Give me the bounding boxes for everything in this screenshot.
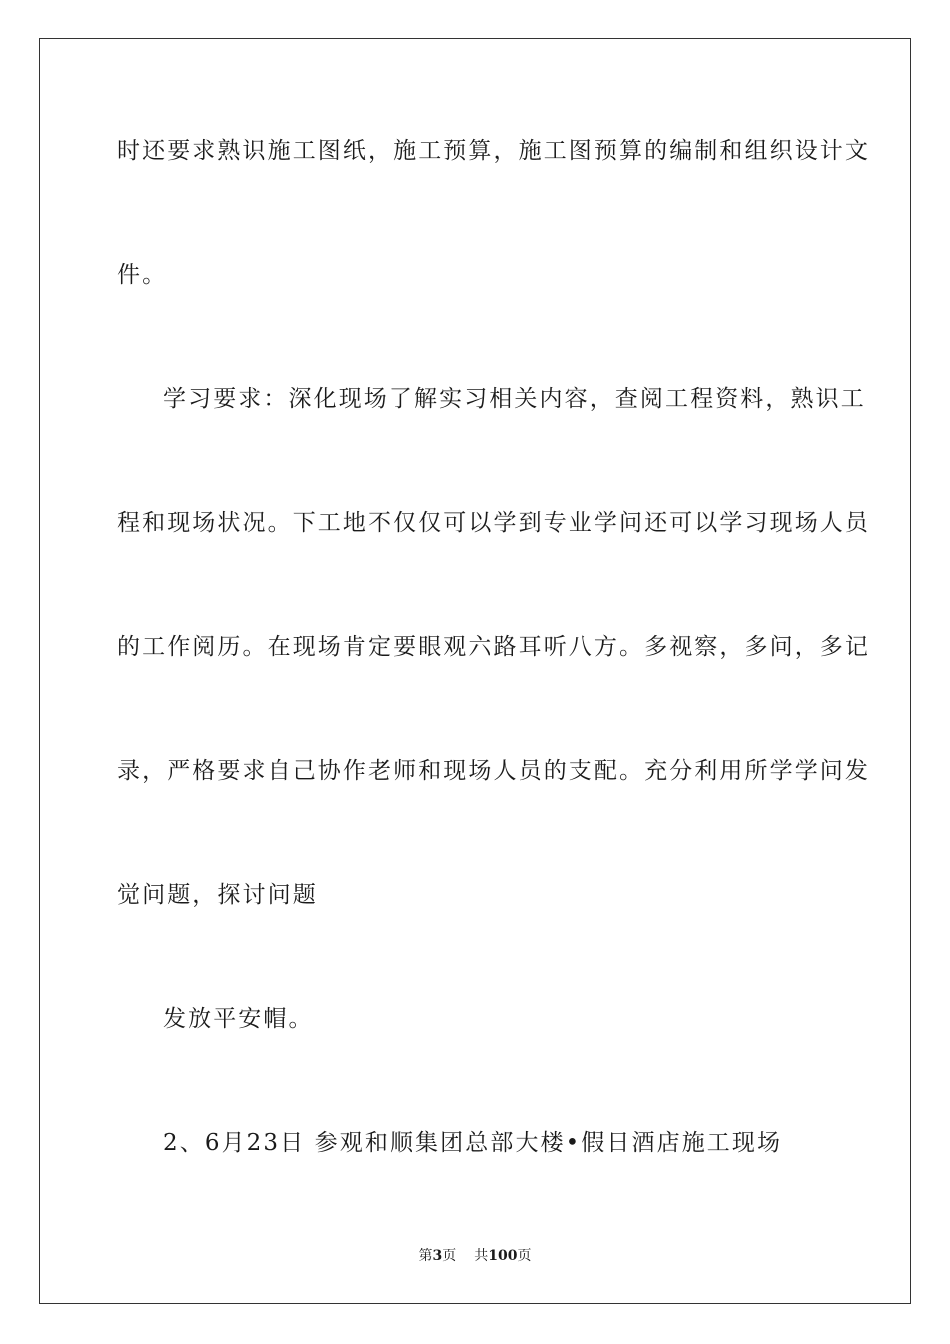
section-heading: 2、6月23日 参观和顺集团总部大楼•假日酒店施工现场 [163, 1130, 783, 1156]
total-suffix: 页 [517, 1248, 532, 1264]
body-text-line: 的工作阅历。在现场肯定要眼观六路耳听八方。多视察，多问，多记 [117, 634, 870, 660]
body-text-line: 录，严格要求自己协作老师和现场人员的支配。充分利用所学学问发 [117, 758, 870, 784]
page-number: 3 [432, 1248, 443, 1264]
page-footer [0, 1246, 950, 1266]
body-text-line: 程和现场状况。下工地不仅仅可以学到专业学问还可以学习现场人员 [117, 510, 870, 536]
paragraph-start-line: 学习要求：深化现场了解实习相关内容，查阅工程资料，熟识工 [163, 386, 866, 412]
paragraph-start-line: 发放平安帽。 [163, 1006, 314, 1032]
total-prefix: 共 [474, 1248, 489, 1264]
body-text-line: 件。 [117, 262, 168, 288]
body-text-line: 觉问题，探讨问题 [117, 882, 318, 908]
body-text-line: 时还要求熟识施工图纸，施工预算，施工图预算的编制和组织设计文 [117, 138, 870, 164]
total-pages: 100 [488, 1248, 518, 1264]
page-suffix: 页 [442, 1248, 457, 1264]
page-border [39, 38, 911, 1304]
page-prefix: 第 [418, 1248, 433, 1264]
